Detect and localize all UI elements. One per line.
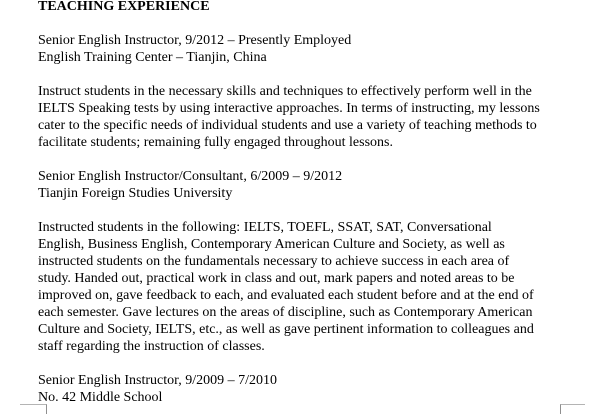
job-description-line: instructed students on the fundamentals necessary to achieve success in each area of	[38, 254, 510, 269]
text-boundary-corner-right-icon	[560, 404, 585, 414]
job-description-line: Culture and Society, IELTS, etc., as well as gave pertinent information to colleagues and	[38, 322, 534, 337]
job-description-line: Instructed students in the following: IELTS, TOEFL, SSAT, SAT, Conversational	[38, 220, 492, 235]
job-description-line: facilitate students; remaining fully engaged throughout lessons.	[38, 135, 393, 150]
blank-line	[38, 355, 578, 372]
job-org-line: No. 42 Middle School	[38, 390, 163, 405]
job-title-line: Senior English Instructor/Consultant, 6/2009 – 9/2012	[38, 169, 343, 184]
job-description-line: cater to the specific needs of individual students and use a variety of teaching methods to	[38, 118, 537, 133]
section-heading: TEACHING EXPERIENCE	[38, 0, 210, 14]
job-org-line: English Training Center – Tianjin, China	[38, 50, 267, 65]
blank-line	[38, 151, 578, 168]
job-title-line: Senior English Instructor, 9/2012 – Presently Employed	[38, 33, 352, 48]
blank-line	[38, 15, 578, 32]
job-description-line: study. Handed out, practical work in class and out, mark papers and noted areas to be	[38, 271, 515, 286]
job-description-line: improved on, gave feedback to each, and evaluated each student before and at the end of	[38, 288, 534, 303]
blank-line	[38, 202, 578, 219]
job-description-line: IELTS Speaking tests by using interactive approaches. In terms of instructing, my lessons	[38, 101, 540, 116]
resume-document[interactable]	[38, 0, 578, 406]
job-org-line: Tianjin Foreign Studies University	[38, 186, 233, 201]
job-description-line: staff regarding the instruction of classes.	[38, 339, 265, 354]
blank-line	[38, 66, 578, 83]
job-description-line: each semester. Gave lectures on the areas of discipline, such as Contemporary American	[38, 305, 533, 320]
job-title-line: Senior English Instructor, 9/2009 – 7/2010	[38, 373, 277, 388]
text-boundary-corner-left-icon	[20, 404, 47, 414]
job-description-line: Instruct students in the necessary skills and techniques to effectively perform well in the	[38, 84, 532, 99]
job-description-line: English, Business English, Contemporary American Culture and Society, as well as	[38, 237, 505, 252]
